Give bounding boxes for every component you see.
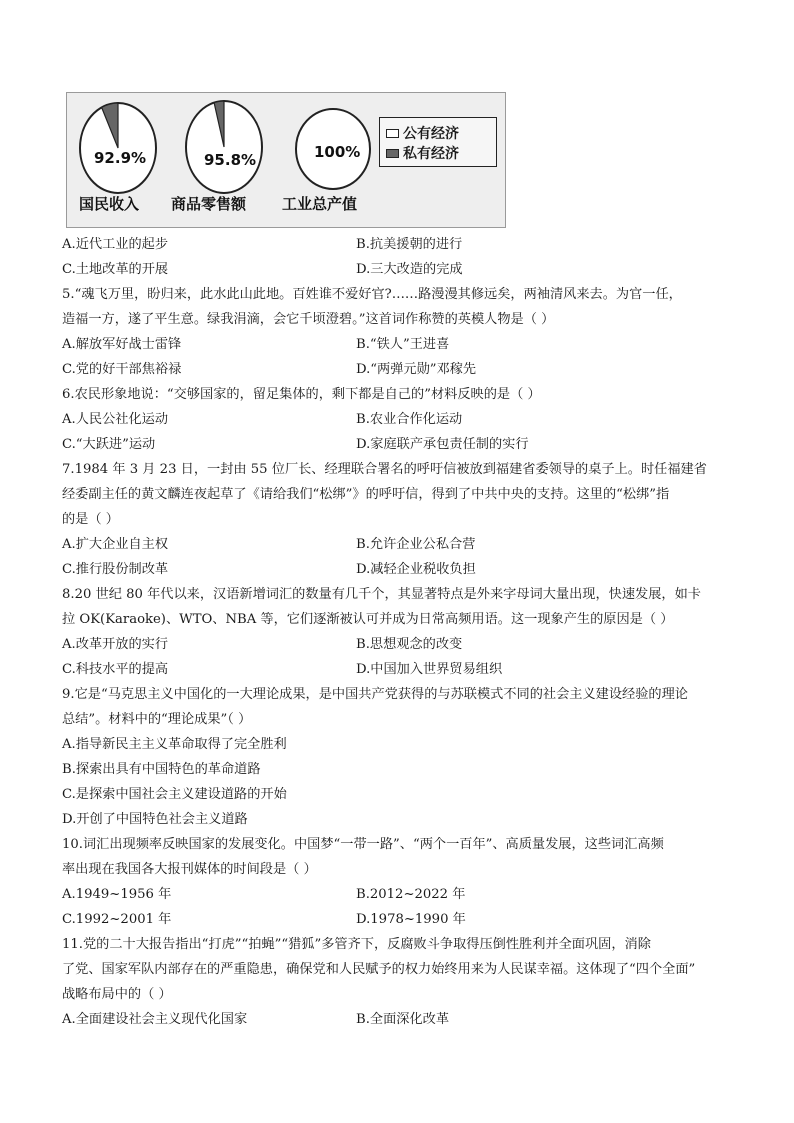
q8-option-a: A.改革开放的实行 xyxy=(62,637,169,652)
q7-option-d: D.减轻企业税收负担 xyxy=(356,562,476,577)
pie-national-income-value: 92.9% xyxy=(94,149,147,167)
q5-stem-line-1: 5.“魂飞万里，盼归来，此水此山此地。百姓谁不爱好官?……路漫漫其修远矣，两袖清风来去。为官一任， xyxy=(62,287,682,302)
q4-option-d: D.三大改造的完成 xyxy=(356,262,463,277)
q7-stem-line-1: 7.1984 年 3 月 23 日，一封由 55 位厂长、经理联合署名的呼吁信被放到福建省委领导的桌子上。时任福建省 xyxy=(62,462,707,477)
q5-option-b: B.“铁人”王进喜 xyxy=(356,337,450,352)
q11-stem-line-2: 了党、国家军队内部存在的严重隐患，确保党和人民赋予的权力始终用来为人民谋幸福。这体现了“四个全面” xyxy=(62,962,696,977)
legend-public-label: 公有经济 xyxy=(403,126,459,142)
q5-option-a: A.解放军好战士雷锋 xyxy=(62,337,182,352)
q6-option-b: B.农业合作化运动 xyxy=(356,412,463,427)
legend-public-swatch xyxy=(386,129,399,138)
category-national-income: 国民收入 xyxy=(79,195,140,213)
q8-stem-line-1: 8.20 世纪 80 年代以来，汉语新增词汇的数量有几千个，其显著特点是外来字母词大量出现，快速发展，如卡 xyxy=(62,587,701,602)
q6-option-c: C.“大跃进”运动 xyxy=(62,437,156,452)
q4-option-c: C.土地改革的开展 xyxy=(62,262,169,277)
pie-retail-sales-value: 95.8% xyxy=(204,151,257,169)
q11-stem-line-3: 战略布局中的（ ） xyxy=(62,987,172,1002)
q5-option-d: D.“两弹元勋”邓稼先 xyxy=(356,362,477,377)
pie-retail-sales xyxy=(183,99,265,195)
q9-stem-line-2: 总结”。材料中的“理论成果”（ ） xyxy=(62,712,252,727)
economy-pie-figure xyxy=(66,92,506,228)
legend-private-label: 私有经济 xyxy=(403,146,459,162)
q10-option-a: A.1949~1956 年 xyxy=(62,887,172,902)
q5-option-c: C.党的好干部焦裕禄 xyxy=(62,362,182,377)
q9-option-b: B.探索出具有中国特色的革命道路 xyxy=(62,762,261,777)
q6-option-d: D.家庭联产承包责任制的实行 xyxy=(356,437,529,452)
q8-option-c: C.科技水平的提高 xyxy=(62,662,169,677)
q7-stem-line-3: 的是（ ） xyxy=(62,512,119,527)
q10-stem-line-2: 率出现在我国各大报刊媒体的时间段是（ ） xyxy=(62,862,317,877)
q8-option-b: B.思想观念的改变 xyxy=(356,637,463,652)
q7-option-a: A.扩大企业自主权 xyxy=(62,537,169,552)
q8-option-d: D.中国加入世界贸易组织 xyxy=(356,662,503,677)
q10-option-d: D.1978~1990 年 xyxy=(356,912,466,927)
q7-option-b: B.允许企业公私合营 xyxy=(356,537,476,552)
pie-industrial-output-value: 100% xyxy=(314,143,361,161)
category-retail-sales: 商品零售额 xyxy=(171,195,247,213)
q7-option-c: C.推行股份制改革 xyxy=(62,562,169,577)
q5-stem-line-2: 造福一方，遂了平生意。绿我涓滴，会它千顷澄碧。”这首词作称赞的英模人物是（ ） xyxy=(62,312,555,327)
pie-national-income xyxy=(77,101,159,195)
legend-private-swatch xyxy=(386,149,399,158)
q9-option-a: A.指导新民主主义革命取得了完全胜利 xyxy=(62,737,287,752)
legend-public xyxy=(386,123,459,143)
q10-option-c: C.1992~2001 年 xyxy=(62,912,172,927)
q9-option-c: C.是探索中国社会主义建设道路的开始 xyxy=(62,787,287,802)
pie-legend xyxy=(379,117,497,167)
q11-option-a: A.全面建设社会主义现代化国家 xyxy=(62,1012,248,1027)
q9-stem-line-1: 9.它是“马克思主义中国化的一大理论成果，是中国共产党获得的与苏联模式不同的社会主义建设经验的理论 xyxy=(62,687,688,702)
q7-stem-line-2: 经委副主任的黄文麟连夜起草了《请给我们“松绑”》的呼吁信，得到了中共中央的支持。这里的“松绑”指 xyxy=(62,487,670,502)
q6-option-a: A.人民公社化运动 xyxy=(62,412,169,427)
q11-option-b: B.全面深化改革 xyxy=(356,1012,450,1027)
q10-stem-line-1: 10.词汇出现频率反映国家的发展变化。中国梦“一带一路”、“两个一百年”、高质量发展，这些词汇高频 xyxy=(62,837,664,852)
q8-stem-line-2: 拉 OK(Karaoke)、WTO、NBA 等，它们逐渐被认可并成为日常高频用语。这一现象产生的原因是（ ） xyxy=(62,612,674,627)
q9-option-d: D.开创了中国特色社会主义道路 xyxy=(62,812,248,827)
category-industrial-output: 工业总产值 xyxy=(282,195,358,213)
q4-option-a: A.近代工业的起步 xyxy=(62,237,169,252)
q4-option-b: B.抗美援朝的进行 xyxy=(356,237,463,252)
q11-stem-line-1: 11.党的二十大报告指出“打虎”“拍蝇”“猎狐”多管齐下，反腐败斗争取得压倒性胜利并全面巩固，消除 xyxy=(62,937,651,952)
q6-stem-line-1: 6.农民形象地说：“交够国家的，留足集体的，剩下都是自己的”材料反映的是（ ） xyxy=(62,387,541,402)
q10-option-b: B.2012~2022 年 xyxy=(356,887,466,902)
legend-private xyxy=(386,143,459,163)
